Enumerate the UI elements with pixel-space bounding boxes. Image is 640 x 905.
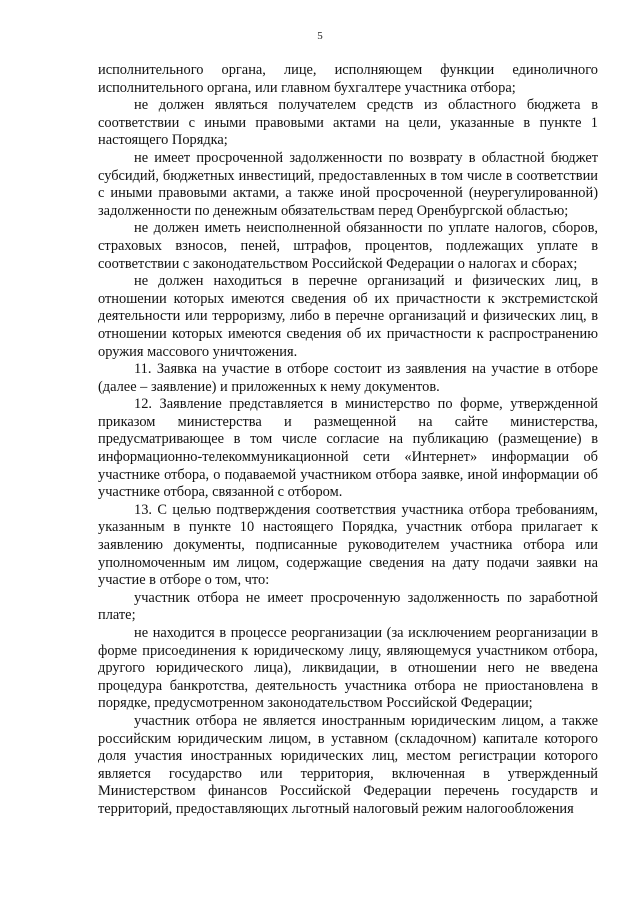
paragraph-continuation: исполнительного органа, лице, исполняющем функции единоличного исполнительного органа, или главном бухгалтере участника отбора; [98, 62, 598, 96]
document-body [98, 62, 598, 819]
paragraph-overdue-debt: не имеет просроченной задолженности по возврату в областной бюджет субсидий, бюджетных инвестиций, предоставленных в том числе в соответствии с иными правовыми актами, а также иной просроченной (неурегулированной) задолженности по денежным обязательствам перед Оренбургской областью; [98, 149, 598, 219]
page-number: 5 [317, 30, 323, 42]
paragraph-11-application: 11. Заявка на участие в отборе состоит из заявления на участие в отборе (далее – заявление) и приложенных к нему документов. [98, 361, 598, 395]
paragraph-12-statement: 12. Заявление представляется в министерство по форме, утвержденной приказом министерства и размещенной на сайте министерства, предусматривающее в том числе согласие на публикацию (размещение) в информационно-телекоммуникационной сети «Интернет» информации об участнике отбора, о подаваемой участником отбора заявке, иной информации об участнике отбора, связанной с отбором. [98, 396, 598, 501]
paragraph-reorganization: не находится в процессе реорганизации (за исключением реорганизации в форме присоединения к юридическому лицу, являющемуся участником отбора, другого юридического лица), ликвидации, в отношении него не введена процедура банкротства, деятельность участника отбора не приостановлена в порядке, предусмотренном законодательством Российской Федерации; [98, 625, 598, 712]
paragraph-budget-recipient: не должен являться получателем средств из областного бюджета в соответствии с иными правовыми актами на цели, указанные в пункте 1 настоящего Порядка; [98, 97, 598, 149]
paragraph-13-documents: 13. С целью подтверждения соответствия участника отбора требованиям, указанным в пункте 10 настоящего Порядка, участник отбора прилагает к заявлению документы, подписанные руководителем участника отбора или уполномоченным им лицом, содержащие сведения на дату подачи заявки на участие в отборе о том, что: [98, 501, 598, 589]
paragraph-tax-obligation: не должен иметь неисполненной обязанности по уплате налогов, сборов, страховых взносов, пеней, штрафов, процентов, подлежащих уплате в соответствии с законодательством Российской Федерации о налогах и сборах; [98, 220, 598, 272]
paragraph-foreign-entity: участник отбора не является иностранным юридическим лицом, а также российским юридическим лицом, в уставном (складочном) капитале которого доля участия иностранных юридических лиц, местом регистрации которого является государство или территория, включенная в утвержденный Министерством финансов Российской Федерации перечень государств и территорий, предоставляющих льготный налоговый режим налогообложения [98, 712, 598, 817]
paragraph-extremism-list: не должен находиться в перечне организаций и физических лиц, в отношении которых имеются сведения об их причастности к экстремистской деятельности или терроризму, либо в перечне организаций и физических лиц, в отношении которых имеются сведения об их причастности к распространению оружия массового уничтожения. [98, 273, 598, 360]
paragraph-wage-debt: участник отбора не имеет просроченную задолженность по заработной плате; [98, 589, 598, 624]
